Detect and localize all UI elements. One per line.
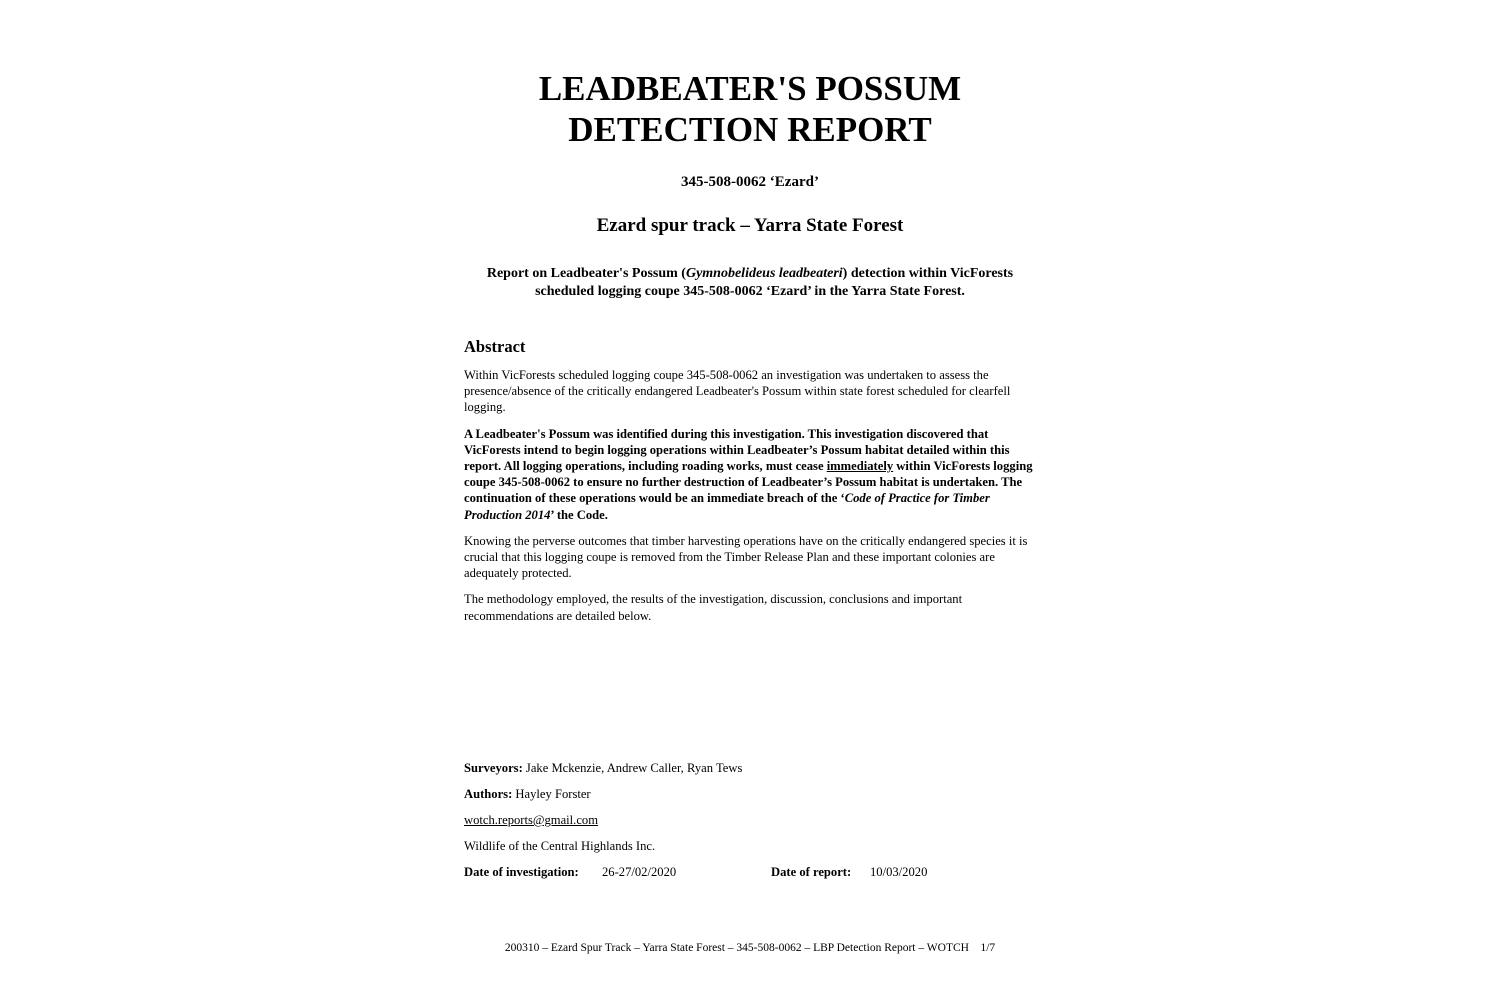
authors-row	[464, 786, 1044, 812]
report-title-line-2: DETECTION REPORT	[568, 110, 932, 149]
report-title-line-1: LEADBEATER'S POSSUM	[538, 69, 962, 108]
authors-label: Authors:	[464, 787, 513, 801]
date-of-investigation-label: Date of investigation:	[464, 865, 579, 879]
abstract-paragraph-2-part-3: ’ the Code.	[550, 507, 608, 522]
code-of-practice-title: Code of Practice for Timber Production 2014	[464, 491, 990, 522]
surveyors-value: Jake Mckenzie, Andrew Caller, Ryan Tews	[522, 761, 743, 775]
date-of-report-value: 10/03/2020	[870, 865, 928, 879]
abstract-paragraph-1: Within VicForests scheduled logging coupe 345-508-0062 an investigation was undertaken to assess the presence/absence of the critically endangered Leadbeater's Possum within state forest scheduled for clearfell logging.	[464, 368, 1011, 415]
report-details	[464, 760, 1044, 890]
authors-value: Hayley Forster	[512, 787, 591, 801]
abstract-heading: Abstract	[464, 337, 526, 356]
organisation-name: Wildlife of the Central Highlands Inc.	[464, 839, 656, 853]
summary-text-end: ) detection within VicForests scheduled logging coupe 345-508-0062 ‘Ezard’ in the Yarra State Forest.	[535, 266, 1014, 299]
abstract-paragraph-4: The methodology employed, the results of the investigation, discussion, conclusions and important recommendations are detailed below.	[464, 592, 963, 623]
surveyors-label: Surveyors:	[464, 761, 523, 775]
page-footer: 200310 – Ezard Spur Track – Yarra State Forest – 345-508-0062 – LBP Detection Report – WOTCH 1/7	[504, 942, 996, 954]
email-row	[464, 812, 1044, 838]
date-of-report-label: Date of report:	[771, 865, 852, 879]
abstract-paragraph-2-part-2: within VicForests logging coupe 345-508-0062 to ensure no further destruction of Leadbeater’s Possum habitat is undertaken. The continuation of these operations would be an immediate breach of the ‘	[464, 459, 1033, 506]
abstract-paragraph-2-part-1: A Leadbeater's Possum was identified during this investigation. This investigation discovered that VicForests intend to begin logging operations within Leadbeater’s Possum habitat detailed within this report. All logging operations, including roading works, must cease	[464, 426, 1010, 474]
report-title	[0, 68, 1500, 150]
emphasis-immediately: immediately	[826, 459, 894, 474]
dates-row	[464, 864, 1044, 890]
coupe-identifier: 345-508-0062 ‘Ezard’	[681, 174, 819, 190]
location-heading: Ezard spur track – Yarra State Forest	[596, 215, 904, 236]
species-name: Gymnobelideus leadbeateri	[685, 266, 843, 281]
report-summary-statement	[460, 265, 1040, 301]
organisation-row	[464, 838, 1044, 864]
surveyors-row	[464, 760, 1044, 786]
summary-text-start: Report on Leadbeater's Possum (	[486, 266, 686, 281]
contact-email-link[interactable]: wotch.reports@gmail.com	[464, 813, 599, 827]
abstract-section	[464, 337, 1036, 634]
date-of-investigation-value: 26-27/02/2020	[602, 865, 677, 879]
abstract-paragraph-3: Knowing the perverse outcomes that timber harvesting operations have on the critically endangered species it is crucial that this logging coupe is removed from the Timber Release Plan and these important colonies are adequately protected.	[464, 533, 1028, 581]
abstract-paragraph-2	[464, 426, 1036, 523]
